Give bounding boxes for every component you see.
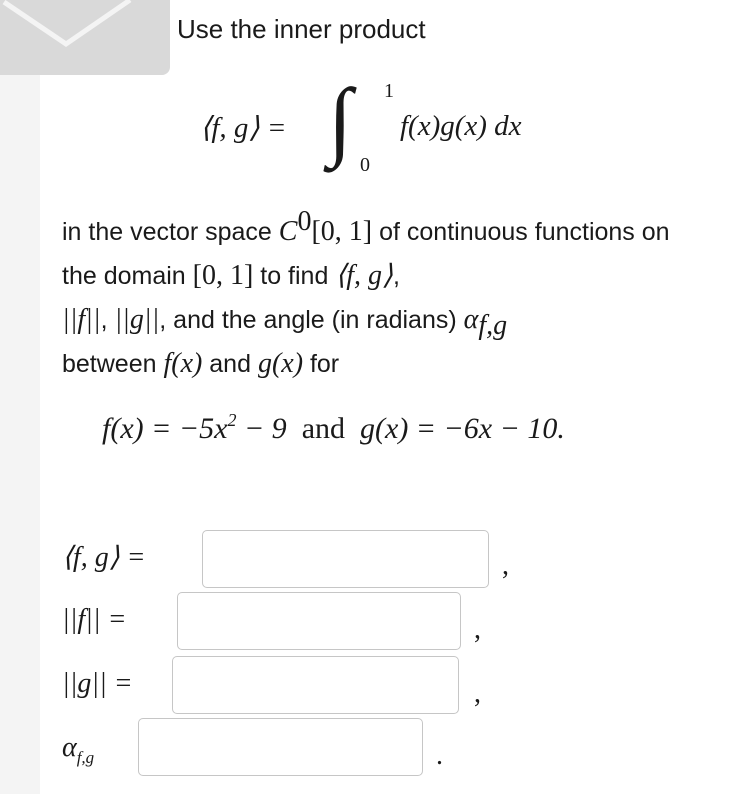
angle-punct: .: [436, 740, 443, 771]
and-word: and: [286, 412, 361, 445]
inner-product-symbol: ⟨f, g⟩: [335, 260, 393, 291]
para-text-2: of continuous functions on the domain: [62, 218, 670, 290]
norm-f-label: ||f|| =: [62, 604, 127, 635]
integral-lower-limit: 0: [360, 154, 370, 176]
problem-paragraph: [62, 206, 702, 386]
para-text-3: to find: [253, 262, 336, 290]
angle-subscript: f,g: [76, 748, 95, 767]
integral-sign: ∫: [328, 72, 353, 169]
f-definition-rest: − 9: [236, 412, 287, 445]
norm-g: ||g||: [114, 304, 160, 335]
integral-upper-limit: 1: [384, 80, 394, 102]
comma-1: ,: [392, 262, 400, 290]
para-text-1: in the vector space: [62, 218, 279, 246]
angle-label: [62, 732, 95, 767]
norm-g-label: ||g|| =: [62, 668, 133, 699]
mail-icon[interactable]: [0, 0, 170, 75]
integrand: f(x)g(x) dx: [400, 110, 522, 142]
para-text-5: between: [62, 350, 164, 378]
space-domain: [0, 1]: [311, 216, 373, 247]
norm-g-input[interactable]: [172, 656, 459, 714]
norm-f-punct: ,: [474, 614, 481, 645]
f-exponent: 2: [227, 410, 237, 430]
functions-definition: [102, 412, 565, 446]
norm-g-punct: ,: [474, 678, 481, 709]
para-text-4: , and the angle (in radians): [159, 306, 464, 334]
inner-product-punct: ,: [502, 550, 509, 581]
norm-f: ||f||: [62, 304, 101, 335]
g-of-x: g(x): [257, 348, 304, 379]
alpha-symbol: α: [463, 304, 479, 335]
inner-product-input[interactable]: [202, 530, 489, 588]
para-text-7: for: [303, 350, 340, 378]
angle-alpha: α: [62, 732, 77, 763]
inner-product-lhs: ⟨f, g⟩ =: [200, 112, 287, 144]
space-symbol: C: [278, 216, 298, 247]
space-superscript: 0: [297, 206, 312, 237]
inner-product-label: ⟨f, g⟩ =: [62, 542, 146, 573]
f-of-x: f(x): [163, 348, 203, 379]
comma-2: ,: [100, 306, 115, 334]
inner-product-formula: [200, 72, 620, 188]
g-definition: g(x) = −6x − 10.: [360, 412, 565, 445]
para-text-6: and: [202, 350, 258, 378]
norm-f-input[interactable]: [177, 592, 461, 650]
angle-input[interactable]: [138, 718, 423, 776]
domain: [0, 1]: [192, 260, 254, 291]
f-definition: f(x) = −5x: [102, 412, 228, 445]
intro-text: Use the inner product: [177, 14, 426, 44]
alpha-subscript: f,g: [478, 310, 508, 341]
